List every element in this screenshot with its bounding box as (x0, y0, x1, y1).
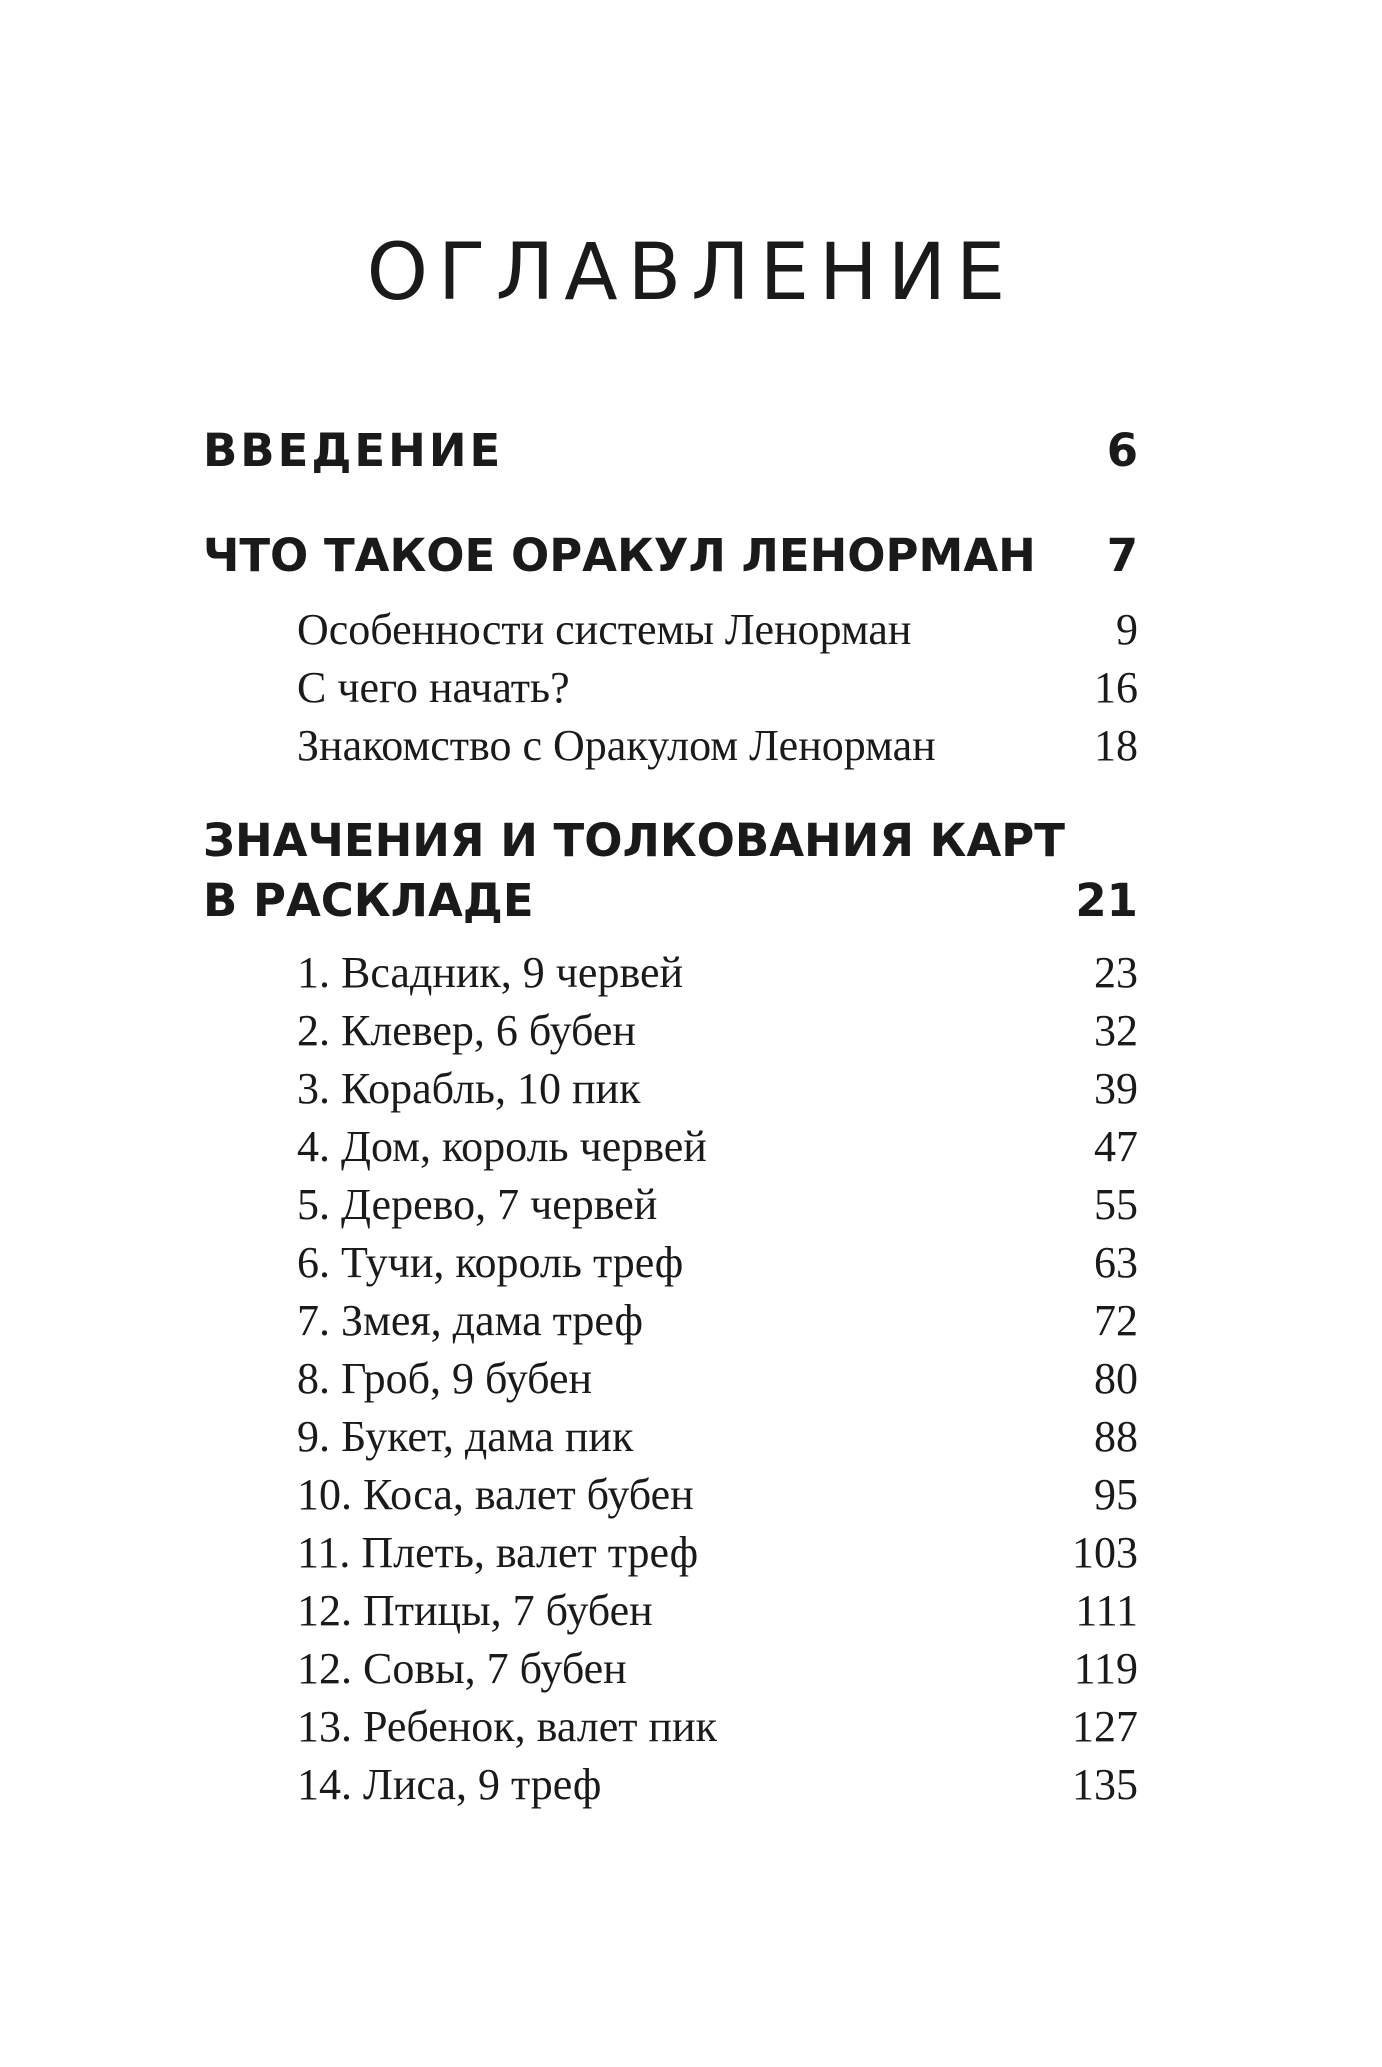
toc-section-card-meanings-line1[interactable] (203, 814, 1138, 867)
toc-page-number: 88 (1094, 1412, 1138, 1461)
toc-page-number: 21 (1075, 874, 1138, 927)
toc-page-number: 103 (1072, 1528, 1138, 1577)
toc-item[interactable] (203, 948, 1138, 997)
toc-section-introduction[interactable] (203, 424, 1138, 477)
toc-item-label: Особенности системы Ленорман (297, 605, 912, 654)
toc-page-number: 63 (1094, 1238, 1138, 1287)
toc-item-label: 10. Коса, валет бубен (297, 1470, 694, 1519)
toc-page-number: 18 (1094, 721, 1138, 770)
toc-item-label: 5. Дерево, 7 червей (297, 1180, 658, 1229)
toc-page-number: 80 (1094, 1354, 1138, 1403)
toc-item[interactable] (203, 1180, 1138, 1229)
toc-item[interactable] (203, 1528, 1138, 1577)
toc-section-label: ВВЕДЕНИЕ (203, 424, 504, 477)
toc-item-label: 4. Дом, король червей (297, 1122, 707, 1171)
toc-page-number: 55 (1094, 1180, 1138, 1229)
toc-item-label: С чего начать? (297, 663, 570, 712)
toc-page-number: 6 (1106, 424, 1138, 477)
toc-item[interactable] (203, 1064, 1138, 1113)
toc-page-number: 72 (1094, 1296, 1138, 1345)
toc-item-label: 6. Тучи, король треф (297, 1238, 684, 1287)
toc-item[interactable] (203, 1412, 1138, 1461)
toc-item-label: 14. Лиса, 9 треф (297, 1760, 602, 1809)
toc-item[interactable] (203, 1238, 1138, 1287)
toc-item-label: 12. Совы, 7 бубен (297, 1644, 627, 1693)
toc-page-number: 135 (1072, 1760, 1138, 1809)
toc-page-number: 16 (1094, 663, 1138, 712)
toc-item-label: 7. Змея, дама треф (297, 1296, 643, 1345)
toc-page-number: 9 (1116, 605, 1138, 654)
toc-item[interactable] (203, 1296, 1138, 1345)
toc-section-label: В РАСКЛАДЕ (203, 874, 534, 927)
toc-page-number: 127 (1072, 1702, 1138, 1751)
toc-item[interactable] (203, 1760, 1138, 1809)
toc-item[interactable] (203, 663, 1138, 712)
toc-page-number: 7 (1106, 529, 1138, 582)
toc-item[interactable] (203, 1470, 1138, 1519)
toc-page-number: 32 (1094, 1006, 1138, 1055)
toc-item[interactable] (203, 1644, 1138, 1693)
toc-item-label: 12. Птицы, 7 бубен (297, 1586, 653, 1635)
toc-section-label: ЧТО ТАКОЕ ОРАКУЛ ЛЕНОРМАН (203, 529, 1036, 582)
toc-item[interactable] (203, 721, 1138, 770)
toc-item[interactable] (203, 605, 1138, 654)
toc-section-label: ЗНАЧЕНИЯ И ТОЛКОВАНИЯ КАРТ (203, 814, 1065, 867)
toc-page-number: 23 (1094, 948, 1138, 997)
toc-page-number: 111 (1075, 1586, 1138, 1635)
toc-section-card-meanings-line2[interactable] (203, 874, 1138, 927)
toc-page-number: 119 (1073, 1644, 1138, 1693)
toc-item-label: 9. Букет, дама пик (297, 1412, 634, 1461)
toc-item-label: 13. Ребенок, валет пик (297, 1702, 717, 1751)
toc-item[interactable] (203, 1702, 1138, 1751)
toc-item[interactable] (203, 1006, 1138, 1055)
toc-item[interactable] (203, 1354, 1138, 1403)
toc-section-what-is-oracle[interactable] (203, 529, 1138, 582)
toc-item-label: 1. Всадник, 9 червей (297, 948, 684, 997)
page-title: ОГЛАВЛЕНИЕ (366, 228, 1016, 318)
toc-item[interactable] (203, 1586, 1138, 1635)
toc-item[interactable] (203, 1122, 1138, 1171)
toc-item-label: Знакомство с Оракулом Ленорман (297, 721, 936, 770)
toc-item-label: 2. Клевер, 6 бубен (297, 1006, 636, 1055)
toc-page-number: 39 (1094, 1064, 1138, 1113)
toc-item-label: 3. Корабль, 10 пик (297, 1064, 641, 1113)
toc-item-label: 11. Плеть, валет треф (297, 1528, 699, 1577)
toc-page-number: 95 (1094, 1470, 1138, 1519)
toc-page-number: 47 (1094, 1122, 1138, 1171)
toc-item-label: 8. Гроб, 9 бубен (297, 1354, 593, 1403)
